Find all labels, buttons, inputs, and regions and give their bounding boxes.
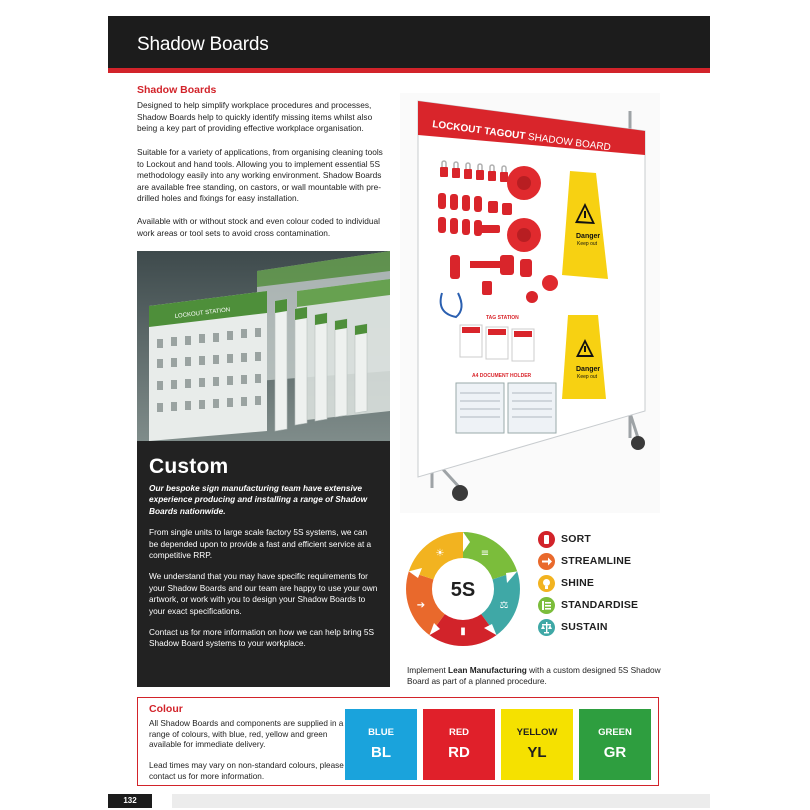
standardise-icon: ≡ xyxy=(480,548,490,559)
tag-station-label: TAG STATION xyxy=(486,315,519,321)
floor-sign-1-main: Danger xyxy=(576,233,601,240)
intro-paragraph-2: Suitable for a variety of applications, from organising cleaning tools to Lockout and hand tools. Allowing you to implement essential 5S methodology easily into any working environment. Shadow Boards are available free standing, on castors, or wall mountable with pre-drilled holes and fixings for easy installation. xyxy=(137,147,383,204)
legend-item-sort: SORT xyxy=(538,530,591,548)
lockout-stations-photo xyxy=(137,251,390,441)
floor-sign-2-main: Danger xyxy=(576,366,601,373)
legend-item-standardise: STANDARDISE xyxy=(538,596,638,614)
intro-paragraph-3: Available with or without stock and even colour coded to individual work areas or tool sets to avoid cross contamination. xyxy=(137,216,380,238)
swatch-blue: BLUE BL xyxy=(345,709,417,780)
custom-paragraph-3: Contact us for more information on how we can help bring 5S Shadow Board systems to your workplace. xyxy=(149,627,375,649)
floor-sign-1-sub: Keep out xyxy=(577,241,598,247)
page-number: 132 xyxy=(108,794,152,808)
document-holder-label: A4 DOCUMENT HOLDER xyxy=(472,373,532,379)
legend-item-streamline: STREAMLINE xyxy=(538,552,631,570)
intro-paragraph-1: Designed to help simplify workplace procedures and processes, Shadow Boards help to quickly identify missing items whilst also being a key part of providing effective workplace organisation. xyxy=(137,100,373,134)
shine-legend-icon xyxy=(538,575,555,592)
streamline-icon: ➔ xyxy=(416,600,426,611)
sort-icon: ▮ xyxy=(460,626,466,637)
board-title-bold: LOCKOUT TAGOUT xyxy=(431,119,526,143)
swatch-red: RED RD xyxy=(423,709,495,780)
custom-paragraph-2: We understand that you may have specific requirements for your Shadow Boards and our team are happy to use your own artwork, or work with you to design your Shadow Boards to your exact specifications. xyxy=(149,571,378,616)
colour-title: Colour xyxy=(149,703,183,715)
swatch-yellow: YELLOW YL xyxy=(501,709,573,780)
swatch-green: GREEN GR xyxy=(579,709,651,780)
colour-paragraph-1: All Shadow Boards and components are supplied in a range of colours, with blue, red, yellow and green available for immediate delivery. xyxy=(149,719,344,750)
sort-legend-icon xyxy=(538,531,555,548)
sign-text: LOCKOUT STATION xyxy=(174,307,231,320)
custom-lead: Our bespoke sign manufacturing team have extensive experience producing and installing a range of Shadow Boards nationwide. xyxy=(149,483,368,516)
page-title: Shadow Boards xyxy=(137,34,269,55)
section-title: Shadow Boards xyxy=(137,84,217,96)
floor-sign-2-sub: Keep out xyxy=(577,374,598,380)
sustain-legend-icon xyxy=(538,619,555,636)
sustain-icon: ⚖ xyxy=(499,600,509,611)
colour-paragraph-2: Lead times may vary on non-standard colours, please contact us for more information. xyxy=(149,761,344,781)
footer-strip xyxy=(172,794,710,808)
custom-title: Custom xyxy=(149,455,229,478)
custom-panel xyxy=(137,441,390,687)
legend-item-sustain: SUSTAIN xyxy=(538,618,608,636)
shine-icon: ☀ xyxy=(435,548,445,559)
five-s-center-label: 5S xyxy=(450,579,476,601)
streamline-legend-icon xyxy=(538,553,555,570)
header-accent-line xyxy=(108,68,710,73)
custom-paragraph-1: From single units to large scale factory 5S systems, we can be depended upon to provide a fast and efficient service at a competitive RRP. xyxy=(149,527,372,561)
standardise-legend-icon xyxy=(538,597,555,614)
legend-item-shine: SHINE xyxy=(538,574,594,592)
five-s-diagram xyxy=(402,528,524,650)
five-s-caption: Implement Lean Manufacturing with a custom designed 5S Shadow Board as part of a planned procedure. xyxy=(407,665,661,686)
shadow-board-photo xyxy=(400,93,660,513)
board-title-rest: SHADOW BOARD xyxy=(524,131,612,154)
